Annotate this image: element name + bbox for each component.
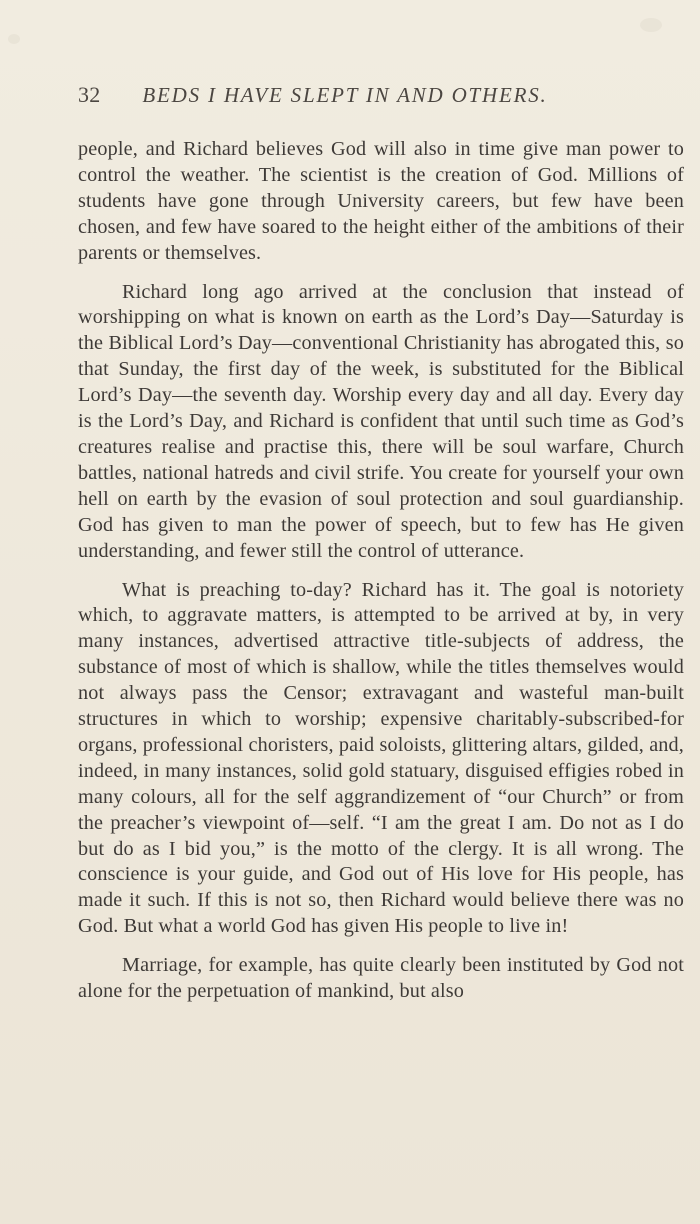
page-body: [78, 137, 684, 1005]
running-title: BEDS I HAVE SLEPT IN AND OTHERS.: [142, 83, 548, 107]
page-number: 32: [78, 82, 101, 107]
paragraph: Richard long ago arrived at the conclusion that instead of worshipping on what is known on earth as the Lord’s Day—Saturday is the Biblical Lord’s Day—conventional Christianity has abrogated this, so that Sunday, the first day of the week, is substituted for the Biblical Lord’s Day—the seventh day. Worship every day and all day. Every day is the Lord’s Day, and Richard is confident that until such time as God’s creatures realise and practise this, there will be soul warfare, Church battles, national hatreds and civil strife. You create for yourself your own hell on earth by the evasion of soul protection and soul guardianship. God has given to man the power of speech, but to few has He given understanding, and fewer still the control of utterance.: [78, 280, 684, 562]
paragraph: people, and Richard believes God will also in time give man power to control the weather. The scientist is the creation of God. Millions of students have gone through University careers, but few have been chosen, and few have soared to the height either of the ambitions of their parents or themselves.: [78, 138, 684, 264]
page-header: [78, 82, 618, 116]
paper-spot: [640, 18, 662, 32]
paper-spot: [8, 34, 20, 44]
paragraph: What is preaching to-day? Richard has it. The goal is notoriety which, to aggravate matters, is attempted to be arrived at by, in very many instances, advertised attractive title-subjects of address, the substance of most of which is shallow, while the titles themselves would not always pass the Censor; extravagant and wasteful man-built structures in which to worship; expensive charitably-subscribed-for organs, professional choristers, paid soloists, glittering altars, gilded, and, indeed, in many instances, solid gold statuary, disguised effigies robed in many colours, all for the self aggrandizement of “our Church” or from the preacher’s viewpoint of—self. “I am the great I am. Do not as I do but do as I bid you,” is the motto of the clergy. It is all wrong. The conscience is your guide, and God out of His love for His people, has made it such. If this is not so, then Richard would believe there was no God. But what a world God has given His people to live in!: [78, 578, 684, 938]
paragraph: Marriage, for example, has quite clearly been instituted by God not alone for the perpetuation of mankind, but also: [78, 954, 684, 1003]
